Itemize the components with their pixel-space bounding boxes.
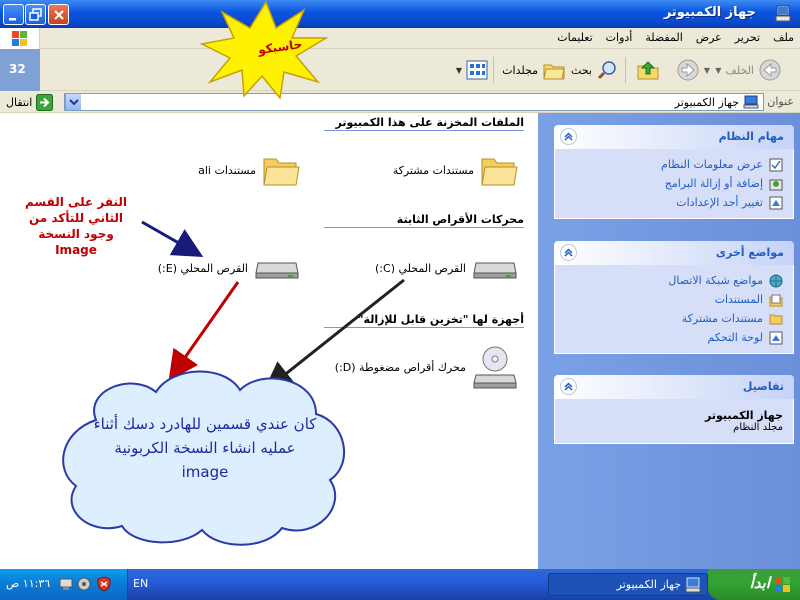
place-label: مواضع شبكة الاتصال (668, 274, 763, 287)
hard-drives-header: محركات الأقراص الثابتة (324, 213, 524, 228)
clock[interactable]: ١١:٣٦ ص (6, 577, 51, 590)
go-label: انتقال (6, 96, 33, 109)
details-type: مجلد النظام (733, 422, 783, 433)
task-label: تغيير أحد الإعدادات (676, 196, 763, 209)
details-name: جهاز الكمبيوتر (704, 409, 783, 422)
cloud-annotation-text: كان عندي قسمين للهادرد دسك أثناء عمليه انشاء النسخة الكربونية image (93, 415, 317, 481)
menu-file[interactable]: ملف (773, 31, 794, 44)
menu-favorites[interactable]: المفضلة (645, 31, 683, 44)
search-label: بحث (571, 63, 592, 77)
red-annotation-note: النقر على القسم الثاني للتأكد من وجود النسخة Image (24, 195, 128, 257)
folder-label: مستندات ali (198, 163, 256, 177)
drive-label: محرك أقراص مضغوطة (D:) (334, 360, 466, 374)
folders-label: مجلدات (502, 63, 538, 77)
folder-label: مستندات مشتركة (392, 163, 474, 177)
taskbar-window-label: جهاز الكمبيوتر (616, 578, 681, 591)
place-label: مستندات مشتركة (681, 312, 763, 325)
panel-title: تفاصيل (742, 380, 784, 393)
star-label: حاسبكو (257, 36, 304, 58)
window-title: جهاز الكمبيوتر (663, 5, 756, 20)
place-label: المستندات (714, 293, 763, 306)
chevron-down-icon: ▼ (715, 65, 722, 75)
chevron-down-icon: ▼ (455, 65, 462, 75)
arrow-to-drive-e (142, 222, 198, 254)
place-label: لوحة التحكم (707, 331, 763, 344)
task-label: عرض معلومات النظام (661, 158, 763, 171)
start-label: ابدأ (749, 574, 770, 592)
back-label: الخلف (725, 63, 754, 77)
drive-label: القرص المحلي (C:) (375, 261, 466, 275)
task-label: إضافة أو إزالة البرامج (664, 177, 763, 190)
language-indicator[interactable]: EN (133, 577, 149, 590)
menu-help[interactable]: تعليمات (557, 31, 593, 44)
removable-storage-header: أجهزة لها "تخزين قابل للإزالة" (324, 313, 524, 328)
panel-title: مهام النظام (718, 130, 784, 143)
chevron-down-icon: ▼ (703, 65, 710, 75)
panel-title: مواضع أخرى (715, 246, 784, 259)
drive-label: القرص المحلي (E:) (157, 261, 248, 275)
menu-view[interactable]: عرض (695, 31, 722, 44)
menu-edit[interactable]: تحرير (734, 31, 761, 44)
address-label: عنوان (767, 95, 794, 108)
toolbar-counter: 32 (0, 49, 40, 91)
address-value: جهاز الكمبيوتر (674, 96, 739, 109)
menu-tools[interactable]: أدوات (605, 31, 633, 44)
stored-files-header: الملفات المخزنة على هذا الكمبيوتر (324, 116, 524, 131)
